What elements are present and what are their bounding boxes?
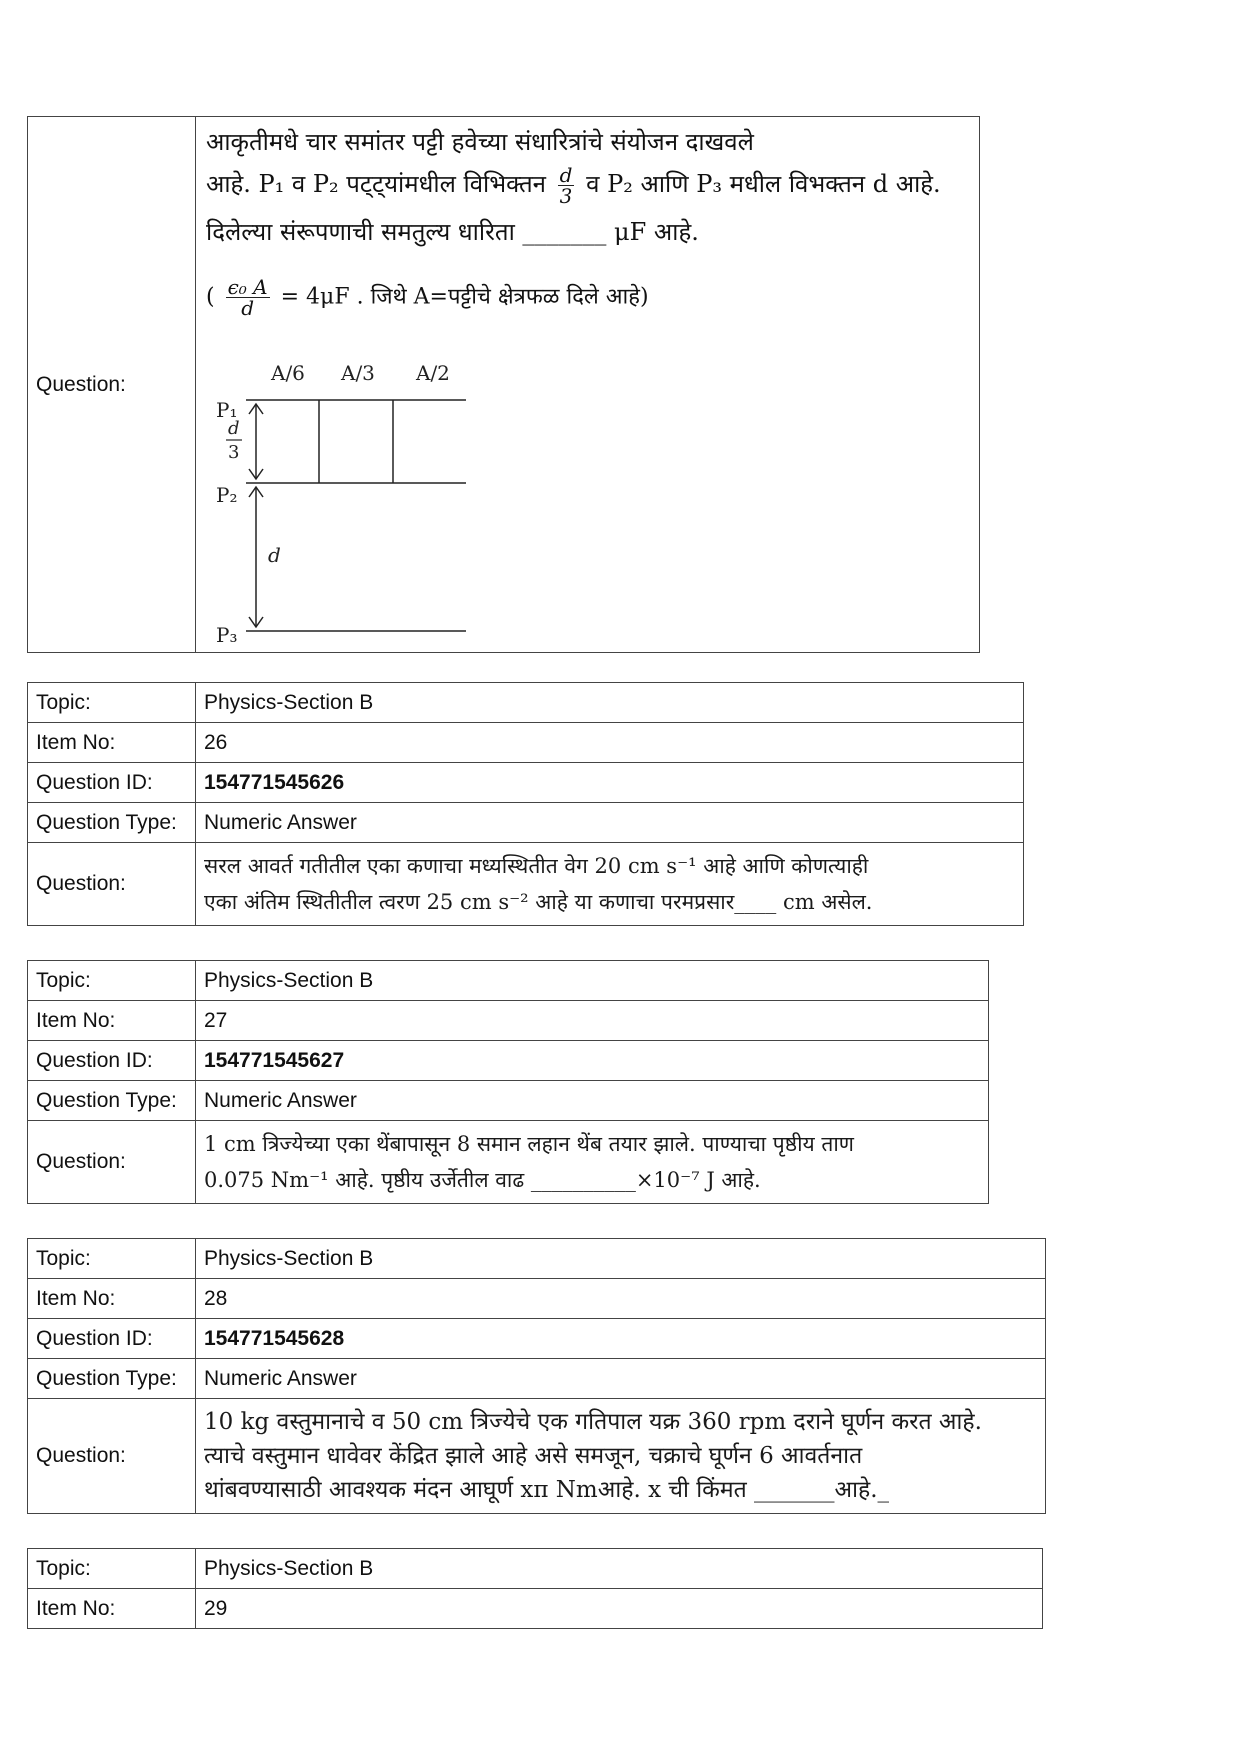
question-line: दिलेल्या संरूपणाची समतुल्य धारिता _______ μF आहे. [206,218,699,246]
question-text: सरल आवर्त गतीतील एका कणाचा मध्यस्थितीत वेग 20 cm s⁻¹ आहे आणि कोणत्याही एका अंतिम स्थितीतील त्वरण 25 cm s⁻² आहे या कणाचा परमप्रसार____ cm असेल. [196,843,1024,926]
item-no-label: Item No: [28,723,196,763]
question-type-value: Numeric Answer [196,1081,989,1121]
question-text: 10 kg वस्तुमानाचे व 50 cm त्रिज्येचे एक गतिपाल यक्र 360 rpm दराने घूर्णन करत आहे. त्याचे वस्तुमान धावेवर केंद्रित झाले आहे असे समजून, चक्राचे घूर्णन 6 आवर्तनात थांबवण्यासाठी आवश्यक मंदन आघूर्ण xπ Nmआहे. x ची किंमत _______आहे._ [196,1399,1046,1514]
question-block-25 [27,116,980,653]
item-no-label: Item No: [28,1279,196,1319]
question-label: Question: [28,1121,196,1204]
question-block-28 [27,1238,1046,1514]
topic-value: Physics-Section B [196,683,1024,723]
question-label: Question: [28,1399,196,1514]
question-type-value: Numeric Answer [196,803,1024,843]
question-content [196,117,980,653]
question-id-label: Question ID: [28,763,196,803]
item-no-value: 26 [196,723,1024,763]
fig-d3-num: d [228,418,240,439]
item-no-value: 27 [196,1001,989,1041]
question-line: आहे. P₁ व P₂ पट्ट्यांमधील विभिक्तन $\frac{d}{3}$ व P₂ आणि P₃ मधील विभक्तन d आहे. [206,163,941,208]
question-label: Question: [28,843,196,926]
topic-label: Topic: [28,1239,196,1279]
question-block-27 [27,960,989,1204]
question-type-value: Numeric Answer [196,1359,1046,1399]
fig-label-a6: A/6 [271,361,305,385]
fig-label-d: d [268,543,281,567]
fraction-eps-a-over-d: $\frac{\text{ϵ₀ A}}{d}$ [227,275,268,320]
question-label: Question: [28,117,196,653]
topic-label: Topic: [28,683,196,723]
fraction-d-over-3: $\frac{d}{3}$ [559,163,573,208]
question-type-label: Question Type: [28,1359,196,1399]
question-block-29 [27,1548,1043,1629]
fig-label-a3: A/3 [341,361,375,385]
capacitor-figure [216,352,496,652]
topic-value: Physics-Section B [196,1239,1046,1279]
fig-label-p1: P₁ [216,398,238,422]
question-type-label: Question Type: [28,803,196,843]
question-id-value: 154771545628 [196,1319,1046,1359]
item-no-label: Item No: [28,1001,196,1041]
topic-value: Physics-Section B [196,1549,1043,1589]
question-id-value: 154771545626 [196,763,1024,803]
question-line: आकृतीमधे चार समांतर पट्टी हवेच्या संधारित्रांचे संयोजन दाखवले [206,128,754,156]
question-type-label: Question Type: [28,1081,196,1121]
item-no-value: 29 [196,1589,1043,1629]
topic-value: Physics-Section B [196,961,989,1001]
topic-label: Topic: [28,961,196,1001]
question-id-label: Question ID: [28,1041,196,1081]
fig-d3-den: 3 [228,442,240,463]
question-id-label: Question ID: [28,1319,196,1359]
topic-label: Topic: [28,1549,196,1589]
question-text: 1 cm त्रिज्येच्या एका थेंबापासून 8 समान लहान थेंब तयार झाले. पाण्याचा पृष्ठीय ताण 0.075 Nm⁻¹ आहे. पृष्ठीय उर्जेतील वाढ __________×10⁻⁷ J आहे. [196,1121,989,1204]
item-no-label: Item No: [28,1589,196,1629]
item-no-value: 28 [196,1279,1046,1319]
question-line: ( $\frac{\text{ϵ₀ A}}{d}$ = 4μF . जिथे A=पट्टीचे क्षेत्रफळ दिले आहे) [206,275,649,320]
fig-label-a2: A/2 [416,361,450,385]
fig-label-p3: P₃ [216,623,238,647]
fig-label-p2: P₂ [216,483,238,507]
question-id-value: 154771545627 [196,1041,989,1081]
question-block-26 [27,682,1024,926]
